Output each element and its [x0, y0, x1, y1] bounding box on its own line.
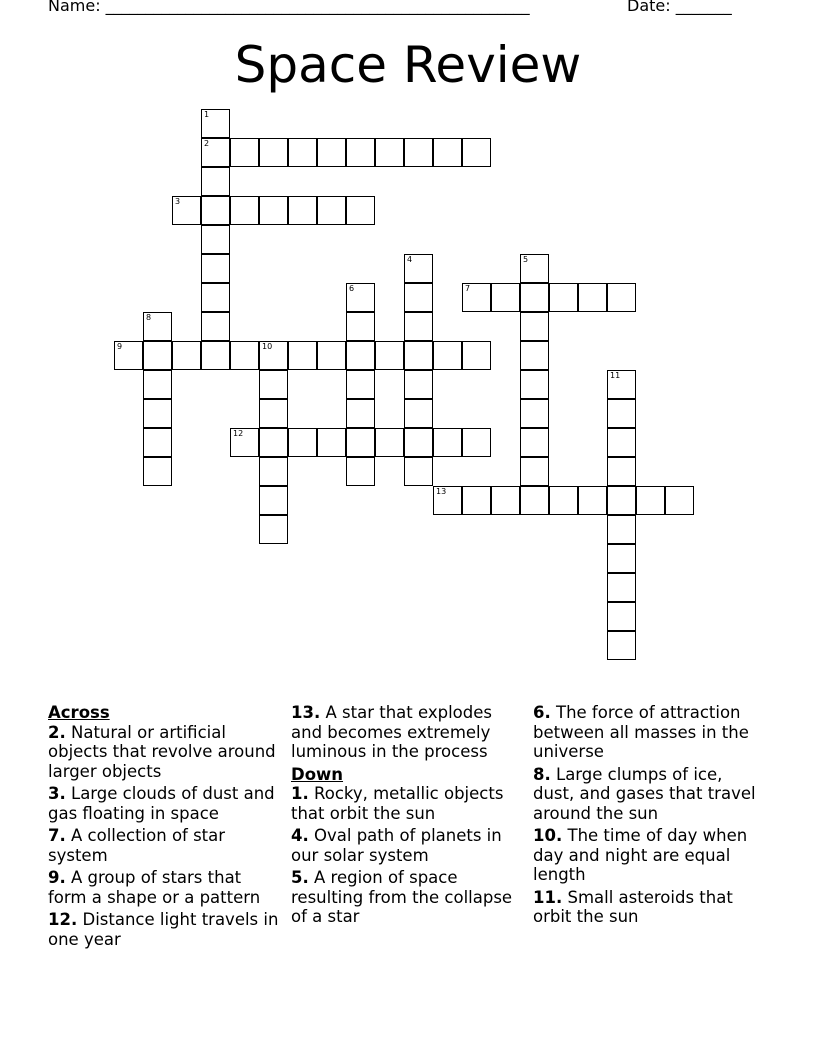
grid-cell[interactable] — [346, 428, 375, 457]
grid-cell[interactable] — [201, 167, 230, 196]
grid-cell-5[interactable] — [520, 254, 549, 283]
grid-cell[interactable] — [549, 283, 578, 312]
grid-cell[interactable] — [375, 341, 404, 370]
grid-cell[interactable] — [201, 341, 230, 370]
grid-cell[interactable] — [230, 138, 259, 167]
grid-cell[interactable] — [288, 428, 317, 457]
grid-cell-8[interactable] — [143, 312, 172, 341]
grid-cell[interactable] — [404, 457, 433, 486]
grid-cell[interactable] — [607, 283, 636, 312]
grid-cell-7[interactable] — [462, 283, 491, 312]
clue-number: 8 — [146, 313, 152, 322]
grid-cell[interactable] — [259, 486, 288, 515]
across-heading: Across — [48, 703, 110, 722]
grid-cell[interactable] — [259, 399, 288, 428]
grid-cell[interactable] — [201, 196, 230, 225]
name-field[interactable]: Name: _____________________________________________________ — [48, 0, 530, 15]
grid-cell[interactable] — [404, 312, 433, 341]
grid-cell[interactable] — [317, 341, 346, 370]
grid-cell[interactable] — [288, 138, 317, 167]
grid-cell[interactable] — [520, 370, 549, 399]
grid-cell[interactable] — [172, 341, 201, 370]
grid-cell[interactable] — [607, 602, 636, 631]
page-title: Space Review — [234, 36, 582, 94]
grid-cell[interactable] — [636, 486, 665, 515]
clue-column-1 — [48, 703, 283, 952]
clue-number: 7 — [465, 284, 471, 293]
grid-cell[interactable] — [288, 341, 317, 370]
grid-cell[interactable] — [549, 486, 578, 515]
grid-cell-2[interactable] — [201, 138, 230, 167]
grid-cell-6[interactable] — [346, 283, 375, 312]
grid-cell[interactable] — [346, 138, 375, 167]
grid-cell[interactable] — [317, 196, 346, 225]
grid-cell[interactable] — [230, 196, 259, 225]
clue-down-4: 4. Oval path of planets in our solar system — [291, 826, 502, 865]
grid-cell[interactable] — [404, 428, 433, 457]
grid-cell[interactable] — [462, 428, 491, 457]
grid-cell[interactable] — [520, 312, 549, 341]
grid-cell[interactable] — [491, 283, 520, 312]
clue-down-6: 6. The force of attraction between all masses in the universe — [533, 703, 749, 761]
clue-across-9: 9. A group of stars that form a shape or a pattern — [48, 868, 261, 907]
grid-cell-12[interactable] — [230, 428, 259, 457]
grid-cell[interactable] — [520, 399, 549, 428]
grid-cell[interactable] — [578, 486, 607, 515]
grid-cell-13[interactable] — [433, 486, 462, 515]
grid-cell[interactable] — [201, 312, 230, 341]
grid-cell[interactable] — [317, 428, 346, 457]
down-heading: Down — [291, 764, 344, 784]
clue-number: 5 — [523, 255, 529, 264]
clue-number: 9 — [117, 342, 123, 351]
grid-cell[interactable] — [433, 138, 462, 167]
clue-number: 2 — [204, 139, 210, 148]
clue-across-13: 13. A star that explodes and becomes extremely luminous in the process — [291, 703, 492, 761]
clue-number: 11 — [610, 371, 621, 380]
clue-across-12: 12. Distance light travels in one year — [48, 910, 279, 949]
clue-across-2: 2. Natural or artificial objects that revolve around larger objects — [48, 722, 276, 781]
grid-cell[interactable] — [462, 486, 491, 515]
grid-cell[interactable] — [375, 138, 404, 167]
grid-cell[interactable] — [259, 370, 288, 399]
grid-cell[interactable] — [607, 515, 636, 544]
clue-number: 12 — [233, 429, 244, 438]
grid-cell[interactable] — [143, 428, 172, 457]
grid-cell[interactable] — [201, 225, 230, 254]
grid-cell[interactable] — [346, 312, 375, 341]
clue-across-3: 3. Large clouds of dust and gas floating in space — [48, 784, 275, 823]
clue-column-3 — [533, 703, 768, 930]
grid-cell[interactable] — [143, 370, 172, 399]
date-field[interactable]: Date: _______ — [627, 0, 732, 15]
grid-cell[interactable] — [520, 457, 549, 486]
grid-cell[interactable] — [404, 283, 433, 312]
grid-cell[interactable] — [462, 138, 491, 167]
grid-cell-1[interactable] — [201, 109, 230, 138]
grid-cell[interactable] — [143, 457, 172, 486]
clue-number: 10 — [262, 342, 273, 351]
clue-down-10: 10. The time of day when day and night are equal length — [533, 826, 748, 884]
grid-cell[interactable] — [259, 515, 288, 544]
grid-cell[interactable] — [404, 138, 433, 167]
grid-cell[interactable] — [230, 341, 259, 370]
grid-cell[interactable] — [665, 486, 694, 515]
clue-column-2 — [291, 703, 526, 930]
grid-cell[interactable] — [491, 486, 520, 515]
grid-cell[interactable] — [201, 283, 230, 312]
grid-cell[interactable] — [317, 138, 346, 167]
grid-cell-3[interactable] — [172, 196, 201, 225]
grid-cell[interactable] — [433, 341, 462, 370]
clue-number: 1 — [204, 110, 210, 119]
grid-cell[interactable] — [259, 428, 288, 457]
clue-down-11: 11. Small asteroids that orbit the sun — [533, 887, 733, 926]
clue-number: 13 — [436, 487, 447, 496]
grid-cell[interactable] — [520, 428, 549, 457]
grid-cell[interactable] — [607, 573, 636, 602]
grid-cell[interactable] — [259, 138, 288, 167]
grid-cell[interactable] — [346, 399, 375, 428]
grid-cell-10[interactable] — [259, 341, 288, 370]
grid-cell[interactable] — [375, 428, 404, 457]
grid-cell[interactable] — [143, 399, 172, 428]
grid-cell[interactable] — [462, 341, 491, 370]
clue-number: 6 — [349, 284, 355, 293]
grid-cell-4[interactable] — [404, 254, 433, 283]
grid-cell[interactable] — [346, 341, 375, 370]
grid-cell[interactable] — [346, 370, 375, 399]
grid-cell[interactable] — [201, 254, 230, 283]
grid-cell[interactable] — [404, 341, 433, 370]
grid-cell[interactable] — [578, 283, 607, 312]
grid-cell[interactable] — [346, 457, 375, 486]
grid-cell[interactable] — [607, 399, 636, 428]
grid-cell-9[interactable] — [114, 341, 143, 370]
grid-cell[interactable] — [404, 399, 433, 428]
grid-cell[interactable] — [607, 457, 636, 486]
grid-cell[interactable] — [607, 486, 636, 515]
grid-cell[interactable] — [520, 486, 549, 515]
grid-cell[interactable] — [433, 428, 462, 457]
grid-cell[interactable] — [288, 196, 317, 225]
grid-cell[interactable] — [259, 457, 288, 486]
grid-cell[interactable] — [520, 283, 549, 312]
grid-cell[interactable] — [404, 370, 433, 399]
grid-cell[interactable] — [607, 544, 636, 573]
clue-across-7: 7. A collection of star system — [48, 826, 226, 865]
clue-number: 3 — [175, 197, 181, 206]
clue-down-8: 8. Large clumps of ice, dust, and gases that travel around the sun — [533, 764, 756, 823]
grid-cell-11[interactable] — [607, 370, 636, 399]
grid-cell[interactable] — [143, 341, 172, 370]
grid-cell[interactable] — [520, 341, 549, 370]
grid-cell[interactable] — [607, 631, 636, 660]
clue-down-1: 1. Rocky, metallic objects that orbit the sun — [291, 784, 504, 823]
clue-number: 4 — [407, 255, 413, 264]
grid-cell[interactable] — [259, 196, 288, 225]
clue-down-5: 5. A region of space resulting from the collapse of a star — [291, 868, 513, 926]
grid-cell[interactable] — [346, 196, 375, 225]
grid-cell[interactable] — [607, 428, 636, 457]
